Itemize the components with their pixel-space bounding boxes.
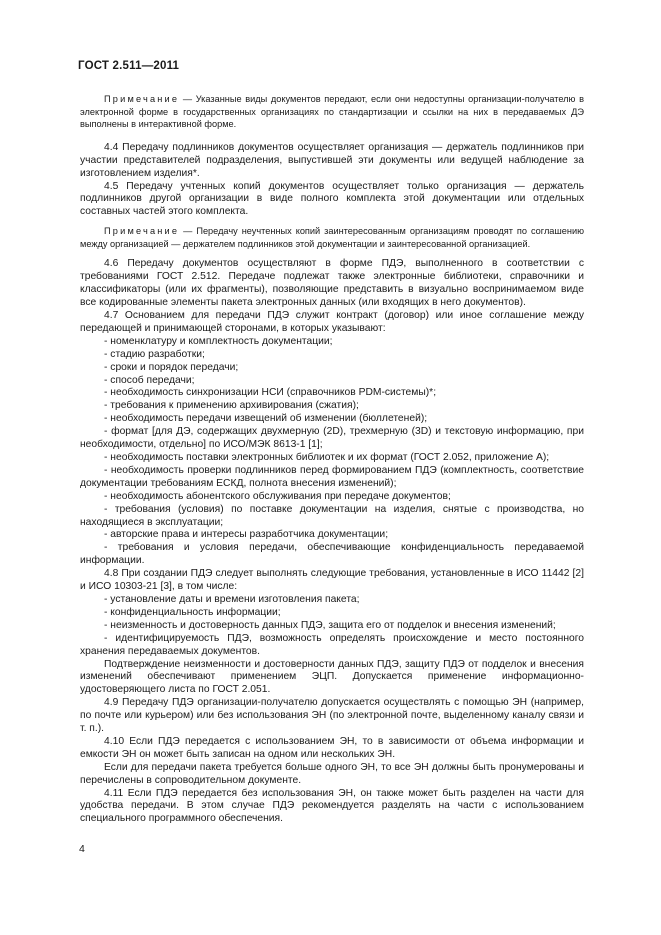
page-number: 4 [79, 843, 85, 855]
paragraph-4-4: 4.4 Передачу подлинников документов осуществляет организация — держатель подлинников при участии представителей подразделения, выпустившей эти документы или ведущей наблюдение за изготовлением изделия*. [80, 141, 584, 179]
note-2-text: — Передачу неучтенных копий заинтересованным организациям проводят по соглашению между организацией — держателем подлинников этой документации и заинтересованной организацией. [80, 226, 584, 249]
list-item: - необходимость синхронизации НСИ (справочников PDM-системы)*; [104, 387, 437, 399]
note-label: Примечание [104, 226, 180, 237]
list-item: - требования и условия передачи, обеспечивающие конфиденциальность передаваемой информации. [80, 542, 584, 567]
section-4-4-4-5 [80, 142, 584, 219]
paragraph-4-8: 4.8 При создании ПДЭ следует выполнять следующие требования, установленные в ИСО 11442 [2] и ИСО 10303-21 [3], в том числе: [80, 568, 584, 593]
list-item: - формат [для ДЭ, содержащих двухмерную (2D), трехмерную (3D) и текстовую информацию, при необходимости, отдельно] по ИСО/МЭК 8613-1 [1]; [80, 426, 584, 451]
list-item: - неизменность и достоверность данных ПДЭ, защита его от подделок и внесения изменений; [104, 619, 556, 631]
list-item: - установление даты и времени изготовления пакета; [104, 593, 360, 605]
list-item: - конфиденциальность информации; [104, 606, 281, 618]
note-2 [80, 225, 584, 250]
list-item: - сроки и порядок передачи; [104, 361, 239, 373]
list-item: - требования (условия) по поставке документации на изделия, снятые с производства, но находящиеся в эксплуатации; [80, 503, 584, 528]
note-1-text: — Указанные виды документов передают, если они недоступны организации-получателю в электронной форме в государственных организациях по стандартизации и ссылки на них в передаваемых ДЭ выполнены в интерактивной форме. [80, 94, 584, 130]
paragraph-4-6: 4.6 Передачу документов осуществляют в форме ПДЭ, выполненного в соответствии с требованиями ГОСТ 2.512. Передаче подлежат также электронные библиотеки, справочники и классификаторы (или их фрагменты), позволяющие представить в визуально воспринимаемом виде все кодированные элементы пакета электронных данных (или входящих в него документов). [80, 258, 584, 309]
paragraph-4-5: 4.5 Передачу учтенных копий документов осуществляет только организация — держатель подлинников другой организации в виде полного комплекта этой документации или отдельных составных частей этого комплекта. [80, 180, 584, 218]
paragraph-4-10-continued: Если для передачи пакета требуется больше одного ЭН, то все ЭН должны быть пронумерованы и перечислены в сопроводительном документе. [80, 761, 584, 786]
note-label: Примечание [104, 94, 180, 104]
list-item: - необходимость проверки подлинников перед формированием ПДЭ (комплектность, соответствие документации требованиям ЕСКД, полнота внесения изменений); [80, 464, 584, 489]
list-item: - идентифицируемость ПДЭ, возможность определять происхождение и место постоянного хранения передаваемых документов. [80, 632, 584, 657]
list-item: - авторские права и интересы разработчика документации; [104, 529, 389, 541]
list-item: - необходимость поставки электронных библиотек и их формат (ГОСТ 2.052, приложение А); [104, 452, 550, 463]
note-1 [80, 93, 584, 131]
list-item: - стадию разработки; [104, 348, 205, 360]
paragraph-4-9: 4.9 Передачу ПДЭ организации-получателю допускается осуществлять с помощью ЭН (например, по почте или курьером) или без использования ЭН (по электронной почте, выделенному каналу связи и т. п.). [80, 697, 584, 735]
list-item: - номенклатуру и комплектность документации; [104, 335, 333, 347]
list-item: - способ передачи; [104, 374, 195, 386]
paragraph-4-7: 4.7 Основанием для передачи ПДЭ служит контракт (договор) или иное соглашение между передающей и принимающей сторонами, в которых указывают: [80, 310, 584, 334]
paragraph-4-11: 4.11 Если ПДЭ передается без использования ЭН, он также может быть разделен на части для удобства передачи. В этом случае ПДЭ рекомендуется разделять на части с использованием специального программного обеспечения. [80, 787, 584, 825]
list-item: - требования к применению архивирования (сжатия); [104, 400, 359, 412]
list-item: - необходимость передачи извещений об изменении (бюллетеней); [104, 413, 428, 425]
main-body [80, 258, 584, 826]
list-item: - необходимость абонентского обслуживания при передаче документов; [104, 490, 451, 502]
page-header: ГОСТ 2.511—2011 [78, 60, 180, 72]
paragraph-4-10: 4.10 Если ПДЭ передается с использованием ЭН, то в зависимости от объема информации и емкости ЭН он может быть записан на одном или нескольких ЭН. [80, 735, 584, 760]
paragraph-4-8-continued: Подтверждение неизменности и достоверности данных ПДЭ, защиту ПДЭ от подделок и внесения изменений обеспечивают применением ЭЦП. Допускается применение информационно-удостоверяющего листа по ГОСТ 2.051. [80, 658, 584, 696]
document-body [80, 93, 584, 826]
